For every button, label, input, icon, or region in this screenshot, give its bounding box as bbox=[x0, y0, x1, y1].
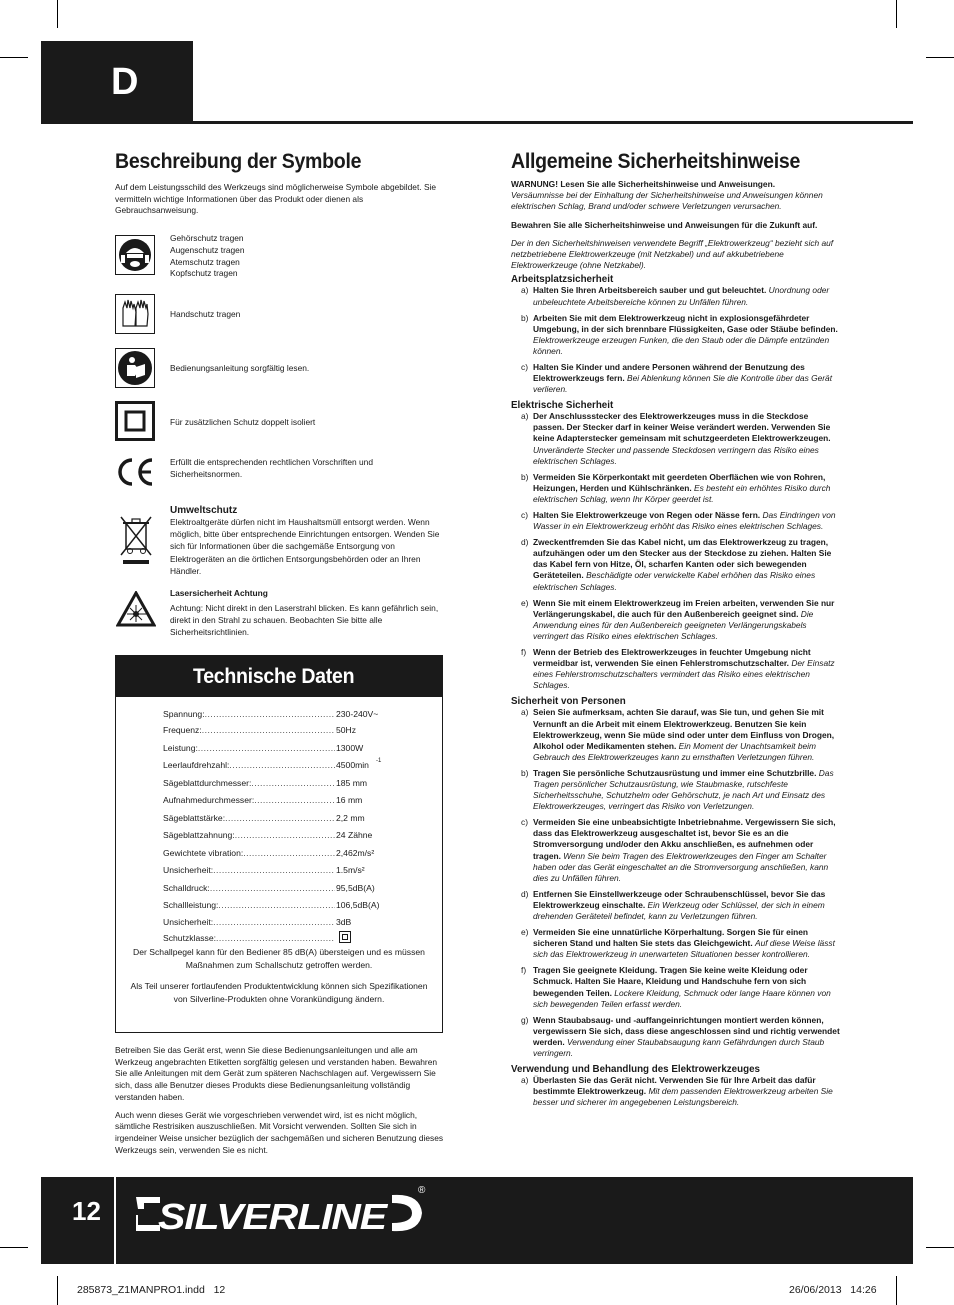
tech-note-noise: Der Schallpegel kann für den Bediener 85 dB(A) übersteigen und es müssen Maßnahmen zum Schallschutz getroffen werden. bbox=[133, 947, 425, 970]
safety-item-reason: Elektrowerkzeuge erzeugen Funken, die den Staub oder die Dämpfe entzünden können. bbox=[533, 334, 830, 356]
symbol-label: Sicherheitsnormen. bbox=[170, 468, 243, 479]
rpm-superscript: -1 bbox=[376, 757, 382, 764]
tech-note-specs: Als Teil unserer fortlaufenden Produktentwicklung können sich Spezifikationen von Silverline-Produkten ohne Vorankündigung ändern. bbox=[130, 981, 428, 1004]
tech-row bbox=[163, 706, 403, 722]
symbol-row-gloves bbox=[115, 294, 445, 336]
tech-value: 24 Zähne bbox=[336, 830, 373, 841]
gloves-icon bbox=[115, 294, 155, 334]
crop-mark bbox=[896, 0, 897, 28]
tech-leader-dots bbox=[198, 743, 335, 753]
safety-subsection-title: Sicherheit von Personen bbox=[511, 696, 626, 708]
safety-item bbox=[511, 768, 841, 812]
symbol-label: Für zusätzlichen Schutz doppelt isoliert bbox=[170, 417, 316, 427]
tech-row bbox=[163, 739, 403, 757]
safety-item-rule: Der Anschlussstecker des Elektrowerkzeuges muss in die Steckdose passen. Der Stecker darf in keiner Weise verändert werden. Verwenden Sie keine Adapterstecker gemeinsam mit schutzgeerdeten Elektrowerkzeugen. bbox=[533, 411, 831, 444]
safety-item-letter: a) bbox=[521, 707, 529, 718]
double-insulation-inner bbox=[342, 934, 348, 940]
symbol-label: Kopfschutz tragen bbox=[170, 268, 238, 279]
safety-item-letter: f) bbox=[521, 965, 527, 976]
tech-row bbox=[163, 757, 403, 775]
safety-warning: WARNUNG! Lesen Sie alle Sicherheitshinweise und Anweisungen. bbox=[511, 179, 776, 189]
tech-value: 4500min bbox=[336, 760, 369, 771]
crop-mark bbox=[926, 57, 954, 58]
symbol-label: Augenschutz tragen bbox=[170, 244, 245, 255]
page-number: 12 bbox=[72, 1196, 101, 1226]
tech-leader-dots bbox=[218, 900, 335, 910]
safety-item-rule: Halten Sie Ihren Arbeitsbereich sauber und gut beleuchtet. bbox=[533, 285, 767, 296]
safety-subsection-title: Arbeitsplatzsicherheit bbox=[511, 274, 614, 286]
tech-row bbox=[163, 914, 403, 930]
tech-leader-dots bbox=[202, 725, 335, 735]
tech-data-title: Technische Daten bbox=[193, 664, 355, 688]
tech-label: Schallleistung: bbox=[163, 900, 219, 911]
safety-item-letter: a) bbox=[521, 285, 529, 296]
safety-item-reason: Der Einsatz eines Fehlerstromschutzschalters vermindert das Risiko eines elektrischen Schlages. bbox=[533, 658, 835, 691]
safety-item-rule: Wenn der Betrieb des Elektrowerkzeuges in feuchter Umgebung nicht vermeidbar ist, verwenden Sie einen Fehlerstromschutzschalter. bbox=[533, 647, 811, 669]
safety-definition: Der in den Sicherheitshinweisen verwendete Begriff „Elektrowerkzeug“ bezieht sich auf netzbetriebene Elektrowerkzeuge (mit Netzkabel) und auf akkubetriebene Elektrowerkzeuge (ohne Netzkabel). bbox=[511, 237, 834, 271]
tech-label: Gewichtete vibration: bbox=[163, 847, 244, 858]
tech-row bbox=[163, 862, 403, 880]
safety-item bbox=[511, 707, 841, 762]
tech-label: Sägeblattdurchmesser: bbox=[163, 777, 252, 788]
footer-separator bbox=[114, 1177, 116, 1264]
safety-sections bbox=[511, 274, 841, 1108]
tech-value: 185 mm bbox=[336, 777, 368, 788]
weee-bin-icon bbox=[119, 515, 153, 565]
safety-item-rule: Seien Sie aufmerksam, achten Sie darauf, was Sie tun, und gehen Sie mit Vernunft an die Arbeit mit einem Elektrowerkzeug. Benutzen Sie kein Elektrowerkzeug, wenn Sie müde sind oder unter dem Einfluss von Drogen, Alkohol oder Medikamenten stehen. bbox=[533, 707, 835, 751]
safety-item-rule: Entfernen Sie Einstellwerkzeuge oder Schraubenschlüssel, bevor Sie das Elektrowerkzeug einschalte. bbox=[533, 888, 826, 910]
symbol-label: Bedienungsanleitung sorgfältig lesen. bbox=[170, 363, 310, 373]
safety-item bbox=[511, 472, 841, 505]
language-code: D bbox=[111, 60, 139, 103]
tech-row bbox=[163, 809, 403, 827]
safety-item bbox=[511, 889, 841, 922]
symbol-label: Gehörschutz tragen bbox=[170, 233, 244, 243]
crop-mark bbox=[0, 1247, 28, 1248]
safety-item-rule: Wenn Staubabsaug- und -auffangeinrichtungen montiert werden können, vergewissern Sie sich, dass diese angeschlossen sind und richtig verwendet werden. bbox=[533, 1014, 840, 1047]
safety-item bbox=[511, 362, 841, 395]
silverline-logo-mark bbox=[130, 1185, 430, 1241]
tech-value: 2,462m/s² bbox=[336, 847, 375, 858]
tech-value: 2,2 mm bbox=[336, 812, 365, 823]
symbol-row-read-manual bbox=[115, 348, 445, 390]
tech-row bbox=[163, 897, 403, 915]
safety-item-reason: Auf diese Weise lässt sich das Elektrowerkzeug in unerwarteten Situationen besser kontrollieren. bbox=[533, 938, 835, 960]
tech-label: Schutzklasse: bbox=[163, 933, 217, 944]
safety-item-reason: Das Eindringen von Wasser in ein Elektrowerkzeug erhöht das Risiko eines elektrischen Schlages. bbox=[533, 510, 836, 532]
tech-row bbox=[163, 879, 403, 897]
tech-leader-dots bbox=[205, 709, 335, 719]
safety-item-letter: d) bbox=[521, 888, 529, 899]
safety-item-letter: a) bbox=[521, 411, 529, 422]
tech-label: Unsicherheit: bbox=[163, 916, 214, 927]
safety-item-reason: Beschädigte oder verwickelte Kabel erhöhen das Risiko eines elektrischen Schlages. bbox=[533, 570, 816, 592]
safety-item-reason: Ein Werkzeug oder Schlüssel, der sich in einem drehenden Geräteteil befindet, kann zu Verletzungen führen. bbox=[533, 899, 825, 922]
tech-row bbox=[163, 722, 403, 740]
safety-item-reason: Wenn Sie beim Tragen des Elektrowerkzeuges den Finger am Schalter haben oder das Gerät eingeschaltet an die Stromversorgung anschließen, kann dies zu Unfällen führen. bbox=[533, 850, 829, 883]
symbol-row-ce-mark bbox=[115, 452, 445, 488]
tech-value: 16 mm bbox=[336, 795, 363, 806]
safety-item-letter: e) bbox=[521, 927, 529, 938]
safety-item bbox=[511, 1075, 841, 1108]
tech-label: Unsicherheit: bbox=[163, 865, 214, 876]
tech-leader-dots bbox=[213, 865, 335, 875]
safety-item bbox=[511, 817, 841, 884]
safety-item bbox=[511, 510, 841, 532]
tech-leader-dots bbox=[225, 813, 335, 823]
safety-section bbox=[511, 150, 841, 1113]
silverline-logo bbox=[130, 1185, 430, 1246]
safety-item-reason: Lockere Kleidung, Schmuck oder lange Haare können von sich bewegenden Teilen erfasst werden. bbox=[533, 987, 831, 1009]
safety-item bbox=[511, 927, 841, 960]
tech-leader-dots bbox=[213, 917, 335, 927]
safety-item-letter: a) bbox=[521, 1075, 529, 1086]
safety-item-rule: Vermeiden Sie eine unbeabsichtigte Inbetriebnahme. Vergewissern Sie sich, dass das Elektrowerkzeug ausgeschaltet ist, bevor Sie es an die Stromversorgung und/oder den Akku anschließen, es aufnehmen oder tragen. bbox=[533, 817, 836, 861]
symbol-label: Erfüllt die entsprechenden rechtlichen Vorschriften und bbox=[170, 457, 373, 467]
tech-label: Sägeblattzahnung: bbox=[163, 830, 235, 841]
safety-keep-note: Bewahren Sie alle Sicherheitshinweise und Anweisungen für die Zukunft auf. bbox=[511, 219, 818, 230]
tech-label: Sägeblattstärke: bbox=[163, 812, 226, 823]
symbols-intro: Auf dem Leistungsschild des Werkzeugs sind möglicherweise Symbole abgebildet. Sie vermitteln wichtige Informationen über das Produkt oder dienen als Gebrauchsanweisung. bbox=[115, 182, 437, 216]
tech-leader-dots bbox=[235, 830, 335, 840]
symbols-section bbox=[115, 150, 445, 217]
safety-item-rule: Tragen Sie geeignete Kleidung. Tragen Sie keine weite Kleidung oder Schmuck. Halten Sie Haare, Kleidung und Handschuhe fern von sich bewegenden Teilen. bbox=[533, 965, 808, 998]
tech-leader-dots bbox=[243, 848, 335, 858]
safety-item bbox=[511, 965, 841, 1009]
tech-leader-dots bbox=[229, 760, 335, 770]
tech-label: Schalldruck: bbox=[163, 882, 210, 893]
safety-item-rule: Tragen Sie persönliche Schutzausrüstung und immer eine Schutzbrille. bbox=[533, 767, 817, 778]
symbol-row-protective-gear bbox=[115, 233, 445, 277]
double-insulation-icon bbox=[339, 931, 351, 943]
tech-leader-dots bbox=[254, 795, 335, 805]
logo-wordmark: SILVERLINE bbox=[158, 1196, 389, 1237]
tech-value: 95,5dB(A) bbox=[336, 882, 375, 893]
tech-label: Spannung: bbox=[163, 708, 205, 719]
tech-leader-dots bbox=[216, 933, 335, 943]
safety-item-rule: Zweckentfremden Sie das Kabel nicht, um das Elektrowerkzeug zu tragen, aufzuhängen oder um den Stecker aus der Steckdose zu ziehen. Halten Sie das Kabel fern von Hitze, Öl, scharfen Kanten oder sich bewegenden Geräteteilen. bbox=[533, 537, 832, 581]
safety-item-reason: Bei Ablenkung können Sie die Kontrolle über das Gerät verlieren. bbox=[533, 373, 833, 395]
safety-item-letter: c) bbox=[521, 361, 528, 372]
laser-title: Lasersicherheit Achtung bbox=[170, 588, 268, 598]
safety-item-letter: d) bbox=[521, 537, 529, 548]
tech-label: Leistung: bbox=[163, 742, 198, 753]
usage-note-2: Auch wenn dieses Gerät wie vorgeschrieben verwendet wird, ist es nicht möglich, sämtliche Restrisiken auszuschließen. Mit Vorsicht verwenden. Sollten Sie sich in irgendeiner Weise unsicher bezüglich der sachgemäßen und sicheren Benutzung dieses Werkzeugs sein, verwenden Sie es nicht. bbox=[115, 1109, 444, 1155]
safety-item-letter: b) bbox=[521, 767, 529, 778]
symbol-row-weee bbox=[115, 503, 445, 583]
read-manual-icon bbox=[115, 348, 155, 388]
safety-item-reason: Ein Moment der Unachtsamkeit beim Gebrauch des Elektrowerkzeuges kann zu ernsthaften Verletzungen führen. bbox=[533, 740, 816, 762]
tech-row bbox=[163, 930, 403, 948]
laser-warning-icon bbox=[116, 591, 156, 627]
env-title: Umweltschutz bbox=[170, 505, 238, 516]
env-text: Elektroaltgeräte dürfen nicht im Haushaltsmüll entsorgt werden. Wenn möglich, bitte über entsprechende Einrichtungen entsorgen. Wenden Sie sich für Informationen über die sachgemäße Entsorgung von Elektrogeräten an die örtlichen Entsorgungsbehörden oder an Ihren Händler. bbox=[170, 517, 440, 576]
safety-item bbox=[511, 537, 841, 592]
safety-item-letter: f) bbox=[521, 647, 527, 658]
safety-item-reason: Die Anwendung eines für den Außenbereich geeigneten Verlängerungskabels verringert das Risiko eines elektrischen Schlages. bbox=[533, 608, 814, 641]
tech-value: 1.5m/s² bbox=[336, 865, 365, 876]
file-info-left: 285873_Z1MANPRO1.indd 12 bbox=[77, 1284, 226, 1296]
safety-item-rule: Halten Sie Elektrowerkzeuge von Regen oder Nässe fern. bbox=[533, 510, 761, 521]
safety-item-reason: Unveränderte Stecker und passende Steckdosen verringern das Risiko eines elektrischen Schlages. bbox=[533, 444, 819, 466]
tech-leader-dots bbox=[210, 883, 335, 893]
safety-title: Allgemeine Sicherheitshinweise bbox=[511, 150, 801, 173]
tech-data-list bbox=[163, 706, 403, 947]
safety-item-reason: Mit dem passenden Elektrowerkzeug arbeiten Sie besser und sicherer im angegebenen Leistungsbereich. bbox=[533, 1086, 833, 1108]
symbol-label: Handschutz tragen bbox=[170, 309, 241, 319]
symbol-row-double-insulation bbox=[115, 401, 445, 443]
tech-row bbox=[163, 774, 403, 792]
safety-subsection-title: Elektrische Sicherheit bbox=[511, 400, 614, 412]
safety-item-rule: Halten Sie Kinder und andere Personen während der Benutzung des Elektrowerkzeugs fern. bbox=[533, 361, 805, 384]
safety-item-letter: b) bbox=[521, 471, 529, 482]
tech-row bbox=[163, 792, 403, 810]
tech-leader-dots bbox=[251, 778, 335, 788]
safety-item-letter: c) bbox=[521, 510, 528, 521]
tech-value: 106,5dB(A) bbox=[336, 900, 380, 911]
safety-item-rule: Wenn Sie mit einem Elektrowerkzeug im Freien arbeiten, verwenden Sie nur Verlängerungskabel, die auch für den Außenbereich geeignet sind. bbox=[533, 597, 835, 619]
tech-label: Leerlaufdrehzahl: bbox=[163, 760, 230, 771]
usage-notes bbox=[115, 1045, 445, 1156]
tech-value: 50Hz bbox=[336, 725, 357, 736]
safety-item-letter: b) bbox=[521, 312, 529, 323]
safety-item-reason: Das Tragen persönlicher Schutzausrüstung, wie Staubmaske, rutschfeste Sicherheitsschuhe, Schutzhelm oder Gehörschutz, je nach Art und Einsatz des Elektrowerkzeuges, verringert das Risiko von Verletzungen. bbox=[533, 767, 834, 812]
safety-item bbox=[511, 285, 841, 307]
laser-text: Achtung: Nicht direkt in den Laserstrahl blicken. Es kann gefährlich sein, direkt in den Strahl zu schauen. Beobachten Sie bitte alle Sicherheitsrichtlinien. bbox=[170, 603, 439, 637]
header-rule bbox=[41, 121, 913, 124]
safety-item-reason: Verwendung einer Staubabsaugung kann Gefährdungen durch Staub verringern. bbox=[533, 1036, 825, 1059]
safety-item bbox=[511, 411, 841, 466]
tech-label: Frequenz: bbox=[163, 725, 202, 736]
crop-mark bbox=[57, 1276, 58, 1305]
safety-item bbox=[511, 313, 841, 357]
language-tab bbox=[41, 41, 193, 123]
tech-value: 1300W bbox=[336, 742, 364, 753]
double-insulation-icon bbox=[115, 401, 155, 441]
safety-item-letter: g) bbox=[521, 1014, 529, 1025]
safety-item bbox=[511, 1015, 841, 1059]
safety-item bbox=[511, 647, 841, 691]
tech-value: 3dB bbox=[336, 916, 352, 927]
safety-item-rule: Arbeiten Sie mit dem Elektrowerkzeug nicht in explosionsgefährdeter Umgebung, in der sich brennbare Flüssigkeiten, Gase oder Stäube befinden. bbox=[533, 312, 838, 334]
file-info-right: 26/06/2013 14:26 bbox=[789, 1284, 877, 1296]
crop-mark bbox=[926, 1247, 954, 1248]
symbol-row-laser bbox=[115, 587, 445, 639]
safety-item-reason: Es besteht ein erhöhtes Risiko durch elektrischen Schlag, wenn Ihr Körper geerdet ist. bbox=[533, 482, 831, 504]
tech-label: Aufnahmedurchmesser: bbox=[163, 795, 255, 806]
tech-row bbox=[163, 844, 403, 862]
safety-subsection-title: Verwendung und Behandlung des Elektrowerkzeuges bbox=[511, 1064, 760, 1076]
crop-mark bbox=[57, 0, 58, 28]
crop-mark bbox=[0, 57, 28, 58]
tech-row bbox=[163, 827, 403, 845]
tech-value: 230-240V~ bbox=[336, 708, 379, 719]
tech-data-header bbox=[116, 656, 442, 697]
ce-mark-icon bbox=[115, 452, 155, 492]
symbols-title: Beschreibung der Symbole bbox=[115, 150, 362, 173]
symbol-label: Atemschutz tragen bbox=[170, 256, 240, 267]
protective-gear-icon bbox=[115, 235, 155, 275]
registered-mark: ® bbox=[418, 1185, 426, 1196]
safety-warning-detail: Versäumnisse bei der Einhaltung der Sicherheitshinweise und Anweisungen können elektrischen Schlag, Brand und/oder schwere Verletzungen verursachen. bbox=[511, 190, 823, 212]
safety-item-reason: Unordnung oder unbeleuchtete Arbeitsbereiche können zu Unfällen führen. bbox=[533, 285, 830, 307]
crop-mark bbox=[896, 1276, 897, 1305]
safety-item-rule: Überlasten Sie das Gerät nicht. Verwenden Sie für Ihre Arbeit das dafür bestimmte Elektrowerkzeug. bbox=[533, 1075, 816, 1097]
safety-item-letter: e) bbox=[521, 597, 529, 608]
usage-note-1: Betreiben Sie das Gerät erst, wenn Sie diese Bedienungsanleitungen und alle am Werkzeug angebrachten Etiketten sorgfältig gelesen und verstanden haben. Bewahren Sie alle Anleitungen mit dem Gerät zum späteren Nachschlagen auf. Vergewissern Sie sich, dass alle Benutzer dieses Produkts diese Bedienungsanleitung vollständig verstanden haben. bbox=[115, 1045, 438, 1102]
safety-item-letter: c) bbox=[521, 817, 528, 828]
safety-item bbox=[511, 598, 841, 642]
safety-item-rule: Vermeiden Sie eine unnatürliche Körperhaltung. Sorgen Sie für einen sicheren Stand und halten Sie stets das Gleichgewicht. bbox=[533, 927, 809, 949]
tech-data-box bbox=[115, 655, 443, 1033]
safety-item-rule: Vermeiden Sie Körperkontakt mit geerdeten Oberflächen wie von Rohren, Heizungen, Herden und Kühlschränken. bbox=[533, 471, 826, 493]
